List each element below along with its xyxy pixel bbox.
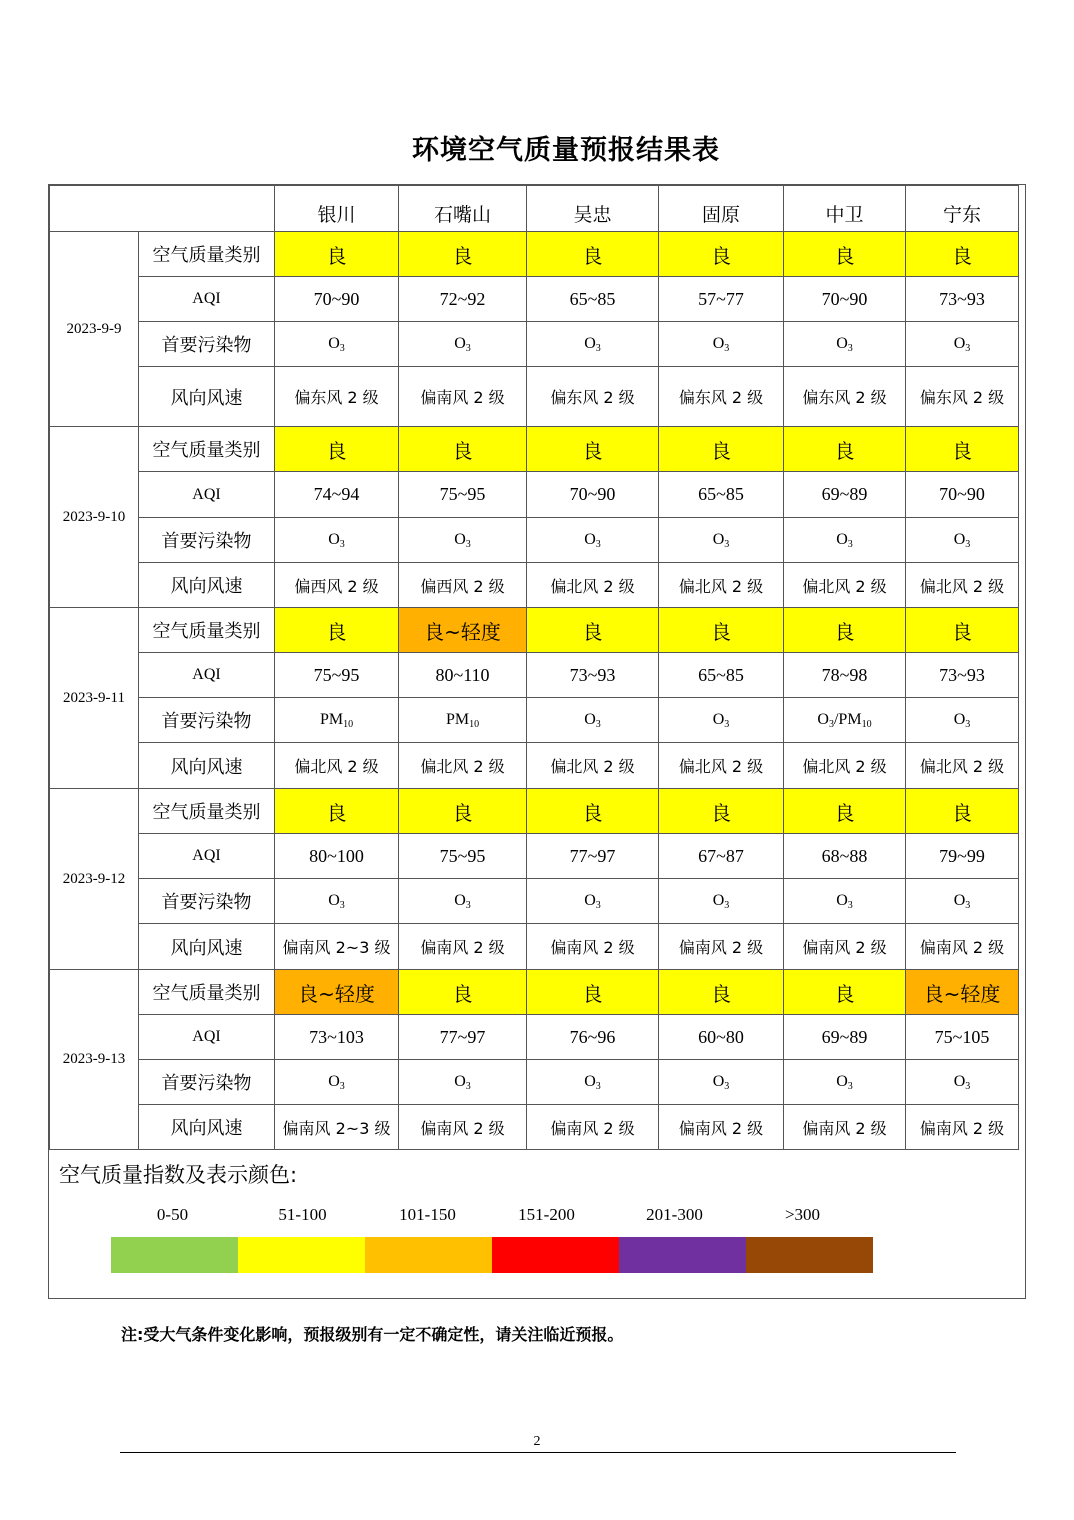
city-header: 吴忠: [527, 186, 659, 232]
wind-cell: 偏北风 2 级: [659, 563, 784, 608]
pollutant-cell: [906, 322, 1019, 367]
pollutant-cell: [906, 879, 1019, 924]
pollutant-subscript: 10: [343, 718, 354, 730]
pollutant-subscript: 3: [724, 899, 730, 911]
pollutant-name: O: [817, 710, 829, 728]
pollutant-subscript: 3: [847, 899, 853, 911]
pollutant-subscript: 3: [828, 718, 834, 730]
pollutant-cell: [659, 322, 784, 367]
aqi-cell: 67~87: [659, 834, 784, 879]
pollutant-cell: [275, 879, 399, 924]
aqi-cell: 73~93: [906, 653, 1019, 698]
pollutant-cell: [659, 1060, 784, 1105]
aqi-cell: 80~100: [275, 834, 399, 879]
wind-cell: 偏北风 2 级: [275, 743, 399, 789]
pollutant-cell: [399, 698, 527, 743]
pollutant-subscript: 3: [847, 1080, 853, 1092]
aqi-cell: 77~97: [527, 834, 659, 879]
pollutant-name: /PM: [833, 710, 862, 728]
aqi-cell: 65~85: [659, 653, 784, 698]
pollutant-name: O: [454, 530, 466, 548]
aqi-cell: 78~98: [784, 653, 906, 698]
wind-cell: 偏南风 2 级: [784, 924, 906, 970]
pollutant-cell: [527, 698, 659, 743]
wind-cell: 偏南风 2 级: [527, 1105, 659, 1150]
aqi-cell: 80~110: [399, 653, 527, 698]
page-number: 2: [533, 1434, 541, 1449]
pollutant-cell: [784, 1060, 906, 1105]
pollutant-name: O: [712, 891, 725, 909]
pollutant-subscript: 3: [965, 1080, 971, 1092]
pollutant-cell: [527, 879, 659, 924]
header-corner: [50, 186, 275, 232]
pollutant-subscript: 3: [847, 342, 853, 354]
pollutant-name: O: [712, 1072, 725, 1090]
wind-cell: 偏南风 2 级: [906, 924, 1019, 970]
pollutant-subscript: 3: [965, 342, 971, 354]
pollutant-cell: [399, 518, 527, 563]
row-label-wind: 风向风速: [139, 743, 275, 789]
category-cell: 良: [906, 789, 1019, 834]
pollutant-cell: [659, 879, 784, 924]
pollutant-subscript: 3: [339, 538, 345, 550]
category-cell: 良~轻度: [906, 970, 1019, 1015]
pollutant-cell: [906, 698, 1019, 743]
date-cell: 2023-9-11: [50, 608, 139, 789]
pollutant-subscript: 3: [465, 1080, 471, 1092]
category-cell: 良: [784, 427, 906, 472]
pollutant-subscript: 3: [595, 342, 601, 354]
date-cell: 2023-9-9: [50, 232, 139, 427]
aqi-cell: 70~90: [784, 277, 906, 322]
pollutant-subscript: 3: [465, 342, 471, 354]
aqi-cell: 75~105: [906, 1015, 1019, 1060]
category-cell: 良: [275, 232, 399, 277]
category-cell: 良: [784, 608, 906, 653]
aqi-cell: 79~99: [906, 834, 1019, 879]
date-cell: 2023-9-13: [50, 970, 139, 1150]
aqi-cell: 69~89: [784, 1015, 906, 1060]
row-label-aqi: AQI: [139, 472, 275, 518]
pollutant-subscript: 3: [724, 1080, 730, 1092]
row-label-aqi: AQI: [139, 277, 275, 322]
row-label-category: 空气质量类别: [139, 789, 275, 834]
legend-range-label: 201-300: [646, 1205, 703, 1224]
pollutant-subscript: 3: [339, 1080, 345, 1092]
aqi-cell: 75~95: [399, 834, 527, 879]
row-label-pollutant: 首要污染物: [139, 1060, 275, 1105]
pollutant-cell: [399, 1060, 527, 1105]
category-cell: 良: [275, 789, 399, 834]
legend-range-label: >300: [784, 1205, 821, 1224]
category-cell: 良: [906, 427, 1019, 472]
aqi-cell: 68~88: [784, 834, 906, 879]
category-cell: 良: [527, 789, 659, 834]
wind-cell: 偏南风 2 级: [784, 1105, 906, 1150]
pollutant-name: O: [454, 891, 466, 909]
pollutant-name: O: [712, 530, 725, 548]
wind-cell: 偏北风 2 级: [906, 743, 1019, 789]
wind-cell: 偏西风 2 级: [399, 563, 527, 608]
wind-cell: 偏东风 2 级: [784, 367, 906, 427]
legend-range-label: 101-150: [399, 1205, 456, 1224]
row-label-wind: 风向风速: [139, 924, 275, 970]
pollutant-name: O: [584, 530, 596, 548]
category-cell: 良: [399, 427, 527, 472]
aqi-cell: 76~96: [527, 1015, 659, 1060]
row-label-wind: 风向风速: [139, 563, 275, 608]
wind-cell: 偏北风 2 级: [784, 743, 906, 789]
pollutant-name: O: [328, 891, 340, 909]
pollutant-name: O: [712, 334, 725, 352]
pollutant-name: O: [836, 530, 848, 548]
row-label-wind: 风向风速: [139, 1105, 275, 1150]
wind-cell: 偏北风 2 级: [659, 743, 784, 789]
pollutant-subscript: 3: [465, 899, 471, 911]
pollutant-subscript: 3: [465, 538, 471, 550]
aqi-cell: 70~90: [527, 472, 659, 518]
aqi-cell: 73~103: [275, 1015, 399, 1060]
row-label-category: 空气质量类别: [139, 608, 275, 653]
category-cell: 良: [527, 427, 659, 472]
wind-cell: 偏南风 2 级: [399, 1105, 527, 1150]
pollutant-subscript: 3: [339, 899, 345, 911]
legend-color-swatch: [238, 1237, 365, 1273]
wind-cell: 偏北风 2 级: [399, 743, 527, 789]
pollutant-subscript: 3: [965, 899, 971, 911]
category-cell: 良: [399, 232, 527, 277]
legend-range-label: 0-50: [156, 1205, 189, 1224]
pollutant-subscript: 3: [724, 538, 730, 550]
legend-range-label: 51-100: [278, 1205, 327, 1224]
category-cell: 良: [399, 970, 527, 1015]
pollutant-subscript: 3: [847, 538, 853, 550]
pollutant-subscript: 3: [595, 538, 601, 550]
aqi-cell: 75~95: [275, 653, 399, 698]
category-cell: 良: [784, 232, 906, 277]
legend-color-swatch: [365, 1237, 492, 1273]
legend-color-swatch: [111, 1237, 238, 1273]
aqi-cell: 69~89: [784, 472, 906, 518]
wind-cell: 偏北风 2 级: [784, 563, 906, 608]
aqi-cell: 75~95: [399, 472, 527, 518]
pollutant-cell: [527, 518, 659, 563]
aqi-cell: 57~77: [659, 277, 784, 322]
legend-range-label: 151-200: [518, 1205, 575, 1224]
pollutant-name: O: [953, 530, 966, 548]
legend-color-swatch: [746, 1237, 873, 1273]
row-label-wind: 风向风速: [139, 367, 275, 427]
pollutant-cell: [275, 518, 399, 563]
pollutant-cell: [275, 1060, 399, 1105]
pollutant-cell: [784, 322, 906, 367]
pollutant-name: O: [584, 334, 596, 352]
legend-color-swatch: [619, 1237, 746, 1273]
category-cell: 良: [275, 427, 399, 472]
aqi-cell: 77~97: [399, 1015, 527, 1060]
pollutant-name: O: [836, 891, 848, 909]
wind-cell: 偏南风 2~3 级: [275, 1105, 399, 1150]
row-label-aqi: AQI: [139, 653, 275, 698]
wind-cell: 偏西风 2 级: [275, 563, 399, 608]
legend-title: 空气质量指数及表示颜色:: [59, 1163, 298, 1187]
city-header: 银川: [275, 186, 399, 232]
pollutant-name: PM: [319, 710, 344, 728]
row-label-pollutant: 首要污染物: [139, 322, 275, 367]
category-cell: 良~轻度: [399, 608, 527, 653]
pollutant-name: O: [584, 710, 596, 728]
category-cell: 良: [659, 427, 784, 472]
forecast-table: [49, 185, 1019, 1150]
pollutant-name: O: [953, 1072, 966, 1090]
aqi-cell: 60~80: [659, 1015, 784, 1060]
aqi-cell: 70~90: [275, 277, 399, 322]
pollutant-cell: [659, 698, 784, 743]
category-cell: 良: [275, 608, 399, 653]
wind-cell: 偏东风 2 级: [527, 367, 659, 427]
row-label-pollutant: 首要污染物: [139, 698, 275, 743]
pollutant-cell: [399, 322, 527, 367]
pollutant-name: O: [584, 891, 596, 909]
category-cell: 良: [659, 970, 784, 1015]
pollutant-subscript: 3: [724, 342, 730, 354]
pollutant-cell: [275, 322, 399, 367]
row-label-aqi: AQI: [139, 1015, 275, 1060]
pollutant-cell: [784, 518, 906, 563]
category-cell: 良: [527, 608, 659, 653]
category-cell: 良: [659, 608, 784, 653]
row-label-category: 空气质量类别: [139, 427, 275, 472]
pollutant-cell: [527, 322, 659, 367]
wind-cell: 偏南风 2 级: [399, 367, 527, 427]
pollutant-subscript: 10: [469, 718, 480, 730]
pollutant-name: O: [454, 334, 466, 352]
pollutant-name: O: [836, 334, 848, 352]
wind-cell: 偏北风 2 级: [906, 563, 1019, 608]
aqi-cell: 72~92: [399, 277, 527, 322]
date-cell: 2023-9-12: [50, 789, 139, 970]
wind-cell: 偏东风 2 级: [275, 367, 399, 427]
wind-cell: 偏南风 2 级: [527, 924, 659, 970]
row-label-pollutant: 首要污染物: [139, 879, 275, 924]
pollutant-cell: [399, 879, 527, 924]
pollutant-subscript: 3: [965, 718, 971, 730]
city-header: 中卫: [784, 186, 906, 232]
date-cell: 2023-9-10: [50, 427, 139, 608]
row-label-category: 空气质量类别: [139, 970, 275, 1015]
pollutant-name: O: [328, 334, 340, 352]
pollutant-name: O: [953, 334, 966, 352]
pollutant-name: PM: [445, 710, 470, 728]
pollutant-cell: [527, 1060, 659, 1105]
pollutant-subscript: 3: [339, 342, 345, 354]
city-header: 固原: [659, 186, 784, 232]
category-cell: 良: [784, 789, 906, 834]
wind-cell: 偏北风 2 级: [527, 743, 659, 789]
wind-cell: 偏东风 2 级: [659, 367, 784, 427]
pollutant-name: O: [328, 530, 340, 548]
category-cell: 良~轻度: [275, 970, 399, 1015]
category-cell: 良: [784, 970, 906, 1015]
wind-cell: 偏南风 2 级: [659, 924, 784, 970]
category-cell: 良: [659, 789, 784, 834]
pollutant-cell: [784, 879, 906, 924]
row-label-aqi: AQI: [139, 834, 275, 879]
wind-cell: 偏东风 2 级: [906, 367, 1019, 427]
pollutant-cell: [906, 518, 1019, 563]
pollutant-subscript: 3: [724, 718, 730, 730]
aqi-cell: 65~85: [659, 472, 784, 518]
page-title: 环境空气质量预报结果表: [412, 135, 720, 166]
aqi-cell: 73~93: [527, 653, 659, 698]
pollutant-cell: [275, 698, 399, 743]
city-header: 石嘴山: [399, 186, 527, 232]
pollutant-name: O: [712, 710, 725, 728]
wind-cell: 偏南风 2 级: [906, 1105, 1019, 1150]
pollutant-cell: [906, 1060, 1019, 1105]
pollutant-cell: [784, 698, 906, 743]
pollutant-name: O: [953, 710, 966, 728]
legend-color-swatch: [492, 1237, 619, 1273]
category-cell: 良: [527, 232, 659, 277]
pollutant-subscript: 3: [595, 899, 601, 911]
category-cell: 良: [399, 789, 527, 834]
pollutant-name: O: [836, 1072, 848, 1090]
pollutant-cell: [659, 518, 784, 563]
category-cell: 良: [906, 608, 1019, 653]
city-header: 宁东: [906, 186, 1019, 232]
aqi-cell: 74~94: [275, 472, 399, 518]
forecast-table-frame: [48, 184, 1026, 1299]
footer-rule: [120, 1452, 956, 1453]
row-label-pollutant: 首要污染物: [139, 518, 275, 563]
wind-cell: 偏南风 2~3 级: [275, 924, 399, 970]
wind-cell: 偏南风 2 级: [399, 924, 527, 970]
row-label-category: 空气质量类别: [139, 232, 275, 277]
wind-cell: 偏北风 2 级: [527, 563, 659, 608]
pollutant-name: O: [953, 891, 966, 909]
category-cell: 良: [906, 232, 1019, 277]
forecast-note: 注:受大气条件变化影响，预报级别有一定不确定性，请关注临近预报。: [121, 1325, 624, 1344]
category-cell: 良: [659, 232, 784, 277]
category-cell: 良: [527, 970, 659, 1015]
pollutant-subscript: 10: [861, 718, 872, 730]
pollutant-subscript: 3: [595, 1080, 601, 1092]
aqi-cell: 65~85: [527, 277, 659, 322]
aqi-cell: 73~93: [906, 277, 1019, 322]
pollutant-name: O: [328, 1072, 340, 1090]
pollutant-subscript: 3: [965, 538, 971, 550]
aqi-cell: 70~90: [906, 472, 1019, 518]
pollutant-name: O: [454, 1072, 466, 1090]
pollutant-subscript: 3: [595, 718, 601, 730]
wind-cell: 偏南风 2 级: [659, 1105, 784, 1150]
pollutant-name: O: [584, 1072, 596, 1090]
